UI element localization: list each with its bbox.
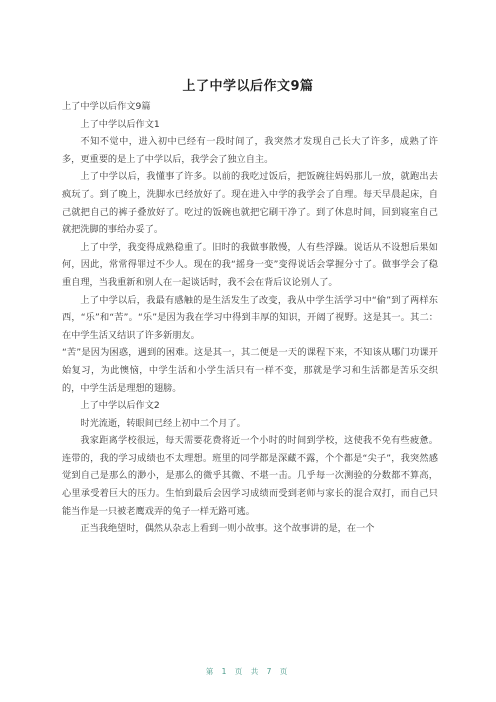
paragraph-9: 我家距离学校很远，每天需要花费将近一个小时的时间到学校，这使我不免有些疲惫。连带的，我的学习成绩也不太理想。班里的同学都是深藏不露，个个都是“尖子”，我突然感觉到自己是那么的渺小，是那么的微乎其微、不堪一击。几乎每一次测验的分数都不算高，心里承受着巨大的压力。生怕到最后会因学习成绩而受到老师与家长的混合双打，而自己只能当作是一只被老鹰戏弄的兔子一样无路可逃。 <box>62 435 438 517</box>
paragraph-7: 上了中学以后作文2 <box>80 400 160 412</box>
page-footer: 第 1 页 共 7 页 <box>205 667 291 676</box>
document-body <box>62 98 438 538</box>
paragraph-5: 上了中学以后，我最有感触的是生活发生了改变，我从中学生活学习中“偷”到了两样东西，“乐”和“苦”。“乐”是因为我在学习中得到丰厚的知识，开阔了视野。这是其一。其二：在中学生活又结识了许多新朋友。 <box>62 294 438 341</box>
paragraph-8: 时光流逝，转眼间已经上初中二个月了。 <box>80 417 246 429</box>
paragraph-4: 上了中学，我变得成熟稳重了。旧时的我做事散慢，人有些浮躁。说话从不设想后果如何，因此，常常得罪过不少人。现在的我“摇身一变”变得说话会掌握分寸了。做事学会了稳重自理，当我重新和别人在一起谈话时，我不会在背后议论别人了。 <box>62 241 438 288</box>
paragraph-0: 上了中学以后作文9篇 <box>62 101 151 112</box>
paragraph-6: “苦”是因为困惑，遇到的困难。这是其一，其二便是一天的课程下来，不知该从哪门功课开始复习，为此懊恼，中学生活和小学生活只有一样不变，那就是学习和生活都是苦乐交织的，中学生活是理想的翅膀。 <box>62 347 438 394</box>
paragraph-1: 上了中学以后作文1 <box>80 118 160 130</box>
paragraph-10: 正当我绝望时，偶然从杂志上看到一则小故事。这个故事讲的是，在一个 <box>80 523 375 535</box>
document-title: 上了中学以后作文9篇 <box>182 79 314 94</box>
paragraph-2: 不知不觉中，进入初中已经有一段时间了，我突然才发现自己长大了许多，成熟了许多，更重要的是上了中学以后，我学会了独立自主。 <box>62 136 438 165</box>
paragraph-3: 上了中学以后，我懂事了许多。以前的我吃过饭后，把饭碗往妈妈那儿一放，就跑出去疯玩了。到了晚上，洗脚水已经放好了。现在进入中学的我学会了自理。每天早晨起床，自己就把自己的裤子叠放好了。吃过的饭碗也就把它刷干净了。到了休息时间，回到寝室自己就把洗脚的事给办妥了。 <box>62 171 438 236</box>
